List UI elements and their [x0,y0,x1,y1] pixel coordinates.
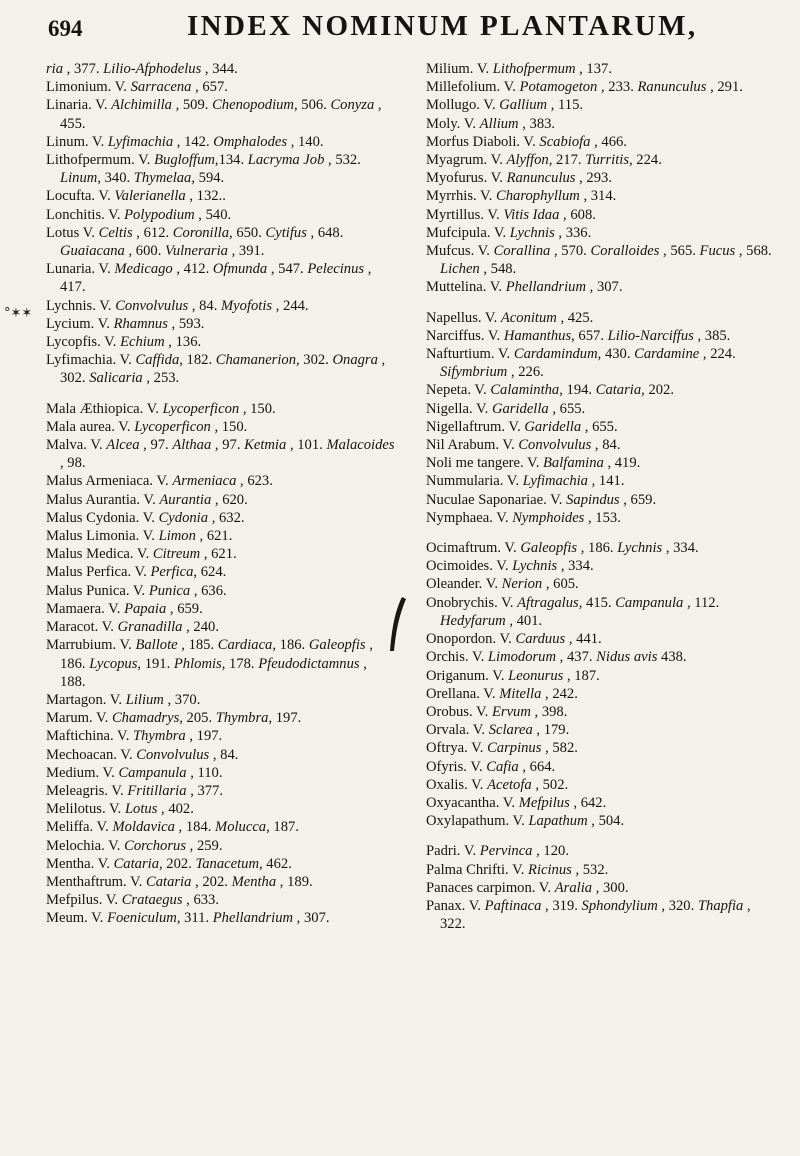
index-entry: Mefpilus. V. Crataegus , 633. [46,892,219,909]
cross-reference-name: Thymbra [215,710,269,727]
index-entry: Marum. V. Chamadrys, 205. Thymbra, 197. [46,710,302,727]
cross-reference-name: Convolvulus [136,746,210,763]
cross-reference-name: Ballote [135,637,178,654]
cross-reference-name: Cardiaca [217,637,273,654]
cross-reference-name: Corchorus [124,837,187,854]
index-entry: Melilotus. V. Lotus , 402. [46,801,194,818]
cross-reference-name: Galeopfis [308,637,366,654]
index-entry: Meum. V. Foeniculum, 311. Phellandrium , 307. [46,910,330,927]
cross-reference-name: Salicaria [89,370,143,387]
index-entry: Nepeta. V. Calamintha, 194. Cataria, 202. [426,382,674,399]
index-entry: Napellus. V. Aconitum , 425. [426,309,594,326]
cross-reference-name: Punica [148,582,191,599]
index-entry: Padri. V. Pervinca , 120. [426,843,569,860]
index-entry: Menthaftrum. V. Cataria , 202. Mentha , 189. [46,873,313,890]
index-entry: Meleagris. V. Fritillaria , 377. [46,782,224,799]
cross-reference-name: Lyfimachia [522,473,588,490]
cross-reference-name: Molucca [215,819,267,836]
index-entry: Maracot. V. Granadilla , 240. [46,619,219,636]
cross-reference-name: Chamadrys [111,710,180,727]
index-entry: Mala Æthiopica. V. Lycoperficon , 150. [46,400,276,417]
index-entry: Muttelina. V. Phellandrium , 307. [426,279,623,296]
cross-reference-name: Phlomis [173,655,222,672]
cross-reference-name: Cataria [146,873,192,890]
index-entry: Lotus V. Celtis , 612. Coronilla, 650. Cytifus , 648. Guaiacana , 600. Vulneraria , 391. [46,224,344,260]
index-entry: Origanum. V. Leonurus , 187. [426,667,600,684]
cross-reference-name: Cardamine [634,346,700,363]
cross-reference-name: Sphondylium [581,897,658,914]
cross-reference-name: Lotus [124,801,158,818]
index-entry: Nigellaftrum. V. Garidella , 655. [426,418,618,435]
cross-reference-name: Lychnis [512,558,558,575]
left-index-column [46,60,396,928]
index-entry: Myagrum. V. Alyffon, 217. Turritis, 224. [426,152,662,169]
cross-reference-name: Mefpilus [518,794,570,811]
index-entry: Malus Perfica. V. Perfica, 624. [46,564,227,581]
cross-reference-name: Linum [60,170,98,187]
cross-reference-name: Mitella [499,685,542,702]
cross-reference-name: Cataria [113,855,159,872]
cross-reference-name: Rhamnus [113,315,168,332]
index-entry: Malva. V. Alcea , 97. Althaa , 97. Ketmia , 101. Malacoides , 98. [46,437,395,472]
cross-reference-name: Phellandrium [505,279,586,296]
cross-reference-name: Fucus [699,243,736,260]
cross-reference-name: Convolvulus [518,437,592,454]
index-entry: Lyfimachia. V. Caffida, 182. Chamanerion, 302. Onagra , 302. Salicaria , 253. [46,352,386,387]
cross-reference-name: Alchimilla [111,97,172,114]
cross-reference-name: Foeniculum [107,910,177,927]
index-entry: Lychnis. V. Convolvulus , 84. Myofotis , 244. [46,297,309,314]
index-entry: Oftrya. V. Carpinus , 582. [426,740,578,757]
cross-reference-name: Aurantia [159,491,212,508]
cross-reference-name: Lychnis [509,224,555,241]
index-entry: Mufcus. V. Corallina , 570. Coralloides , 565. Fucus , 568. Lichen , 548. [426,243,772,278]
cross-reference-name: Granadilla [117,619,183,636]
index-entry: Ocimaftrum. V. Galeopfis , 186. Lychnis , 334. [426,540,699,557]
cross-reference-name: Pelecinus [307,261,365,278]
cross-reference-name: Lycoperficon [162,400,240,417]
cross-reference-name: Allium [479,115,519,132]
index-entry: Milium. V. Lithofpermum , 137. [426,61,612,77]
index-entry: Malus Armeniaca. V. Armeniaca , 623. [46,473,273,490]
cross-reference-name: Aconitum [500,309,557,326]
index-entry: Martagon. V. Lilium , 370. [46,691,201,708]
index-entry: Ofyris. V. Cafia , 664. [426,758,556,775]
index-entry: Lithofpermum. V. Bugloffum,134. Lacryma Job , 532. Linum, 340. Thymelaa, 594. [46,152,361,187]
cross-reference-name: Mentha [231,873,277,890]
cross-reference-name: Valerianella [114,188,186,205]
cross-reference-name: Vulneraria [165,243,228,260]
cross-reference-name: Lilio-Afphodelus [103,61,202,77]
cross-reference-name: Scabiofa [539,133,591,150]
cross-reference-name: Calamintha [490,382,560,399]
index-entry: Oxylapathum. V. Lapathum , 504. [426,813,625,830]
index-entry: Mufcipula. V. Lychnis , 336. [426,224,592,241]
index-entry: Palma Chrifti. V. Ricinus , 532. [426,861,609,878]
cross-reference-name: Ricinus [528,861,572,878]
cross-reference-name: Campanula [615,594,684,611]
cross-reference-name: Thapfia [697,897,744,914]
cross-reference-name: Carduus [515,631,566,648]
index-entry: Maftichina. V. Thymbra , 197. [46,728,223,745]
cross-reference-name: Nidus avis [596,649,658,666]
index-entry: Mentha. V. Cataria, 202. Tanacetum, 462. [46,855,292,872]
index-entry: Marrubium. V. Ballote , 185. Cardiaca, 186. Galeopfis , 186. Lycopus, 191. Phlomis, 178. Pfeudodictamnus , 188. [46,637,373,690]
cross-reference-name: Leonurus [508,667,564,684]
cross-reference-name: Lacryma Job [247,152,325,169]
index-entry: Nafturtium. V. Cardamindum, 430. Cardamine , 224. Sifymbrium , 226. [426,346,736,381]
cross-reference-name: Tanacetum [195,855,259,872]
cross-reference-name: Garidella [524,418,582,435]
index-entry: Mamaera. V. Papaia , 659. [46,600,203,617]
cross-reference-name: Campanula [118,764,187,781]
right-index-column [426,60,776,933]
cross-reference-name: Thymbra [133,728,186,745]
cross-reference-name: Pervinca [479,843,533,860]
index-entry: Nymphaea. V. Nymphoides , 153. [426,509,621,526]
index-entry: Noli me tangere. V. Balfamina , 419. [426,455,641,472]
cross-reference-name: Sifymbrium [440,364,508,381]
cross-reference-name: Hedyfarum [440,612,506,629]
index-entry: Malus Punica. V. Punica , 636. [46,582,227,599]
index-entry: Malus Cydonia. V. Cydonia , 632. [46,509,245,526]
cross-reference-name: Paftinaca [484,897,542,914]
index-entry: Linaria. V. Alchimilla , 509. Chenopodium, 506. Conyza , 455. [46,97,382,132]
cross-reference-name: Aralia [554,879,593,896]
cross-reference-name: Malacoides [326,437,395,454]
cross-reference-name: Papaia [124,600,167,617]
index-entry: Linum. V. Lyfimachia , 142. Omphalodes , 140. [46,133,324,150]
index-entry: Onopordon. V. Carduus , 441. [426,631,602,648]
index-entry: Mechoacan. V. Convolvulus , 84. [46,746,239,763]
index-entry: Mollugo. V. Gallium , 115. [426,97,584,114]
index-entry: Nuculae Saponariae. V. Sapindus , 659. [426,491,657,508]
cross-reference-name: Sapindus [566,491,620,508]
cross-reference-name: Omphalodes [213,133,288,150]
cross-reference-name: Conyza [330,97,375,114]
index-entry: Orchis. V. Limodorum , 437. Nidus avis 438. [426,649,687,666]
cross-reference-name: Gallium [499,97,548,114]
index-entry: Nummularia. V. Lyfimachia , 141. [426,473,625,490]
cross-reference-name: Perfica [150,564,194,581]
cross-reference-name: Pfeudodictamnus [258,655,360,672]
cross-reference-name: Caffida [135,352,180,369]
cross-reference-name: Thymelaa [133,170,192,187]
cross-reference-name: Cytifus [265,224,307,241]
margin-mark: °✶✶ [4,306,33,321]
cross-reference-name: Lichen [440,261,480,278]
cross-reference-name: Turritis [585,152,629,169]
cross-reference-name: Polypodium [124,206,195,223]
cross-reference-name: Ketmia [244,437,287,454]
cross-reference-name: Lycoperficon [134,418,211,435]
cross-reference-name: Chamanerion [215,352,296,369]
cross-reference-name: Lychnis [617,540,663,557]
cross-reference-name: Vitis Idaa [503,206,560,223]
index-entry: Malus Medica. V. Citreum , 621. [46,546,237,563]
index-entry: ria , 377. Lilio-Afphodelus , 344. [46,61,238,77]
cross-reference-name: Coralloides [590,243,660,260]
cross-reference-name: Alyffon [506,152,549,169]
cross-reference-name: Lapathum [528,813,588,830]
cross-reference-name: Onagra [332,352,378,369]
cross-reference-name: Fritillaria [127,782,187,799]
cross-reference-name: Lilio-Narciffus [607,327,694,344]
cross-reference-name: Nymphoides [512,509,585,526]
cross-reference-name: Corallina [493,243,551,260]
index-entry: Malus Aurantia. V. Aurantia , 620. [46,491,248,508]
cross-reference-name: Cataria [595,382,642,399]
index-entry: Oxalis. V. Acetofa , 502. [426,776,569,793]
cross-reference-name: Lilium [125,691,164,708]
cross-reference-name: Galeopfis [520,540,578,557]
cross-reference-name: Lithofpermum [492,61,576,77]
cross-reference-name: Ranunculus [637,79,707,96]
cross-reference-name: Coronilla [172,224,230,241]
index-entry: Malus Limonia. V. Limon , 621. [46,528,233,545]
cross-reference-name: Armeniaca [172,473,237,490]
cross-reference-name: Nerion [501,576,543,593]
index-entry: Orobus. V. Ervum , 398. [426,703,568,720]
cross-reference-name: Alcea [106,437,140,454]
cross-reference-name: Lyfimachia [107,133,174,150]
index-entry: Ocimoides. V. Lychnis , 334. [426,558,594,575]
page-header [0,4,800,60]
index-entry: Lonchitis. V. Polypodium , 540. [46,206,232,223]
page-number: 694 [48,16,83,41]
cross-reference-name: Cardamindum [513,346,598,363]
running-title: INDEX NOMINUM PLANTARUM, [187,10,698,42]
cross-reference-name: Moldavica [112,819,175,836]
index-entry: Lunaria. V. Medicago , 412. Ofmunda , 547. Pelecinus , 417. [46,261,372,296]
cross-reference-name: Althaa [172,437,212,454]
cross-reference-name: Crataegus [121,892,183,909]
cross-reference-name: Garidella [491,400,549,417]
cross-reference-name: Sarracena [130,79,192,96]
cross-reference-name: Ervum [491,703,531,720]
cross-reference-name: Cydonia [158,509,209,526]
index-entry: Myrrhis. V. Charophyllum , 314. [426,188,617,205]
cross-reference-name: Sclarea [488,722,533,739]
index-entry: Melochia. V. Corchorus , 259. [46,837,223,854]
cross-reference-name: Cafia [486,758,519,775]
cross-reference-name: Lycopus [89,655,138,672]
index-entry: Nil Arabum. V. Convolvulus , 84. [426,437,621,454]
index-entry: Myofurus. V. Ranunculus , 293. [426,170,612,187]
index-entry: Oleander. V. Nerion , 605. [426,576,579,593]
index-entry: Panax. V. Paftinaca , 319. Sphondylium , 320. Thapfia , 322. [426,897,751,933]
index-entry: Millefolium. V. Potamogeton , 233. Ranunculus , 291. [426,79,743,96]
cross-reference-name: Ranunculus [506,170,576,187]
cross-reference-name: Charophyllum [496,188,580,205]
cross-reference-name: Ofmunda [212,261,268,278]
cross-reference-name: Guaiacana [60,243,125,260]
cross-reference-name: Chenopodium [212,97,294,114]
index-entry: Meliffa. V. Moldavica , 184. Molucca, 187. [46,819,299,836]
cross-reference-name: Celtis [98,224,133,241]
index-entry: Lycium. V. Rhamnus , 593. [46,315,205,332]
cross-reference-name: Aftragalus [517,594,579,611]
cross-reference-name: ria [46,61,64,77]
index-entry: Oxyacantha. V. Mefpilus , 642. [426,794,607,811]
index-entry: Orellana. V. Mitella , 242. [426,685,578,702]
cross-reference-name: Hamanthus [503,327,572,344]
cross-reference-name: Acetofa [487,776,532,793]
cross-reference-name: Limodorum [487,649,557,666]
index-entry: Panaces carpimon. V. Aralia , 300. [426,879,629,896]
cross-reference-name: Carpinus [487,740,542,757]
cross-reference-name: Citreum [152,546,201,563]
index-entry: Medium. V. Campanula , 110. [46,764,223,781]
index-entry: Orvala. V. Sclarea , 179. [426,722,570,739]
index-entry: Moly. V. Allium , 383. [426,115,556,132]
cross-reference-name: Potamogeton [519,79,598,96]
index-entry: Limonium. V. Sarracena , 657. [46,79,228,96]
index-entry: Morfus Diaboli. V. Scabiofa , 466. [426,133,627,150]
index-entry: Lycopfis. V. Echium , 136. [46,334,202,351]
cross-reference-name: Medicago [114,261,173,278]
cross-reference-name: Limon [158,528,196,545]
cross-reference-name: Myofotis [221,297,273,314]
cross-reference-name: Balfamina [543,455,604,472]
index-entry: Mala aurea. V. Lycoperficon , 150. [46,418,248,435]
cross-reference-name: Convolvulus [115,297,189,314]
index-entry: Locufta. V. Valerianella , 132.. [46,188,226,205]
cross-reference-name: Phellandrium [212,910,294,927]
cross-reference-name: Echium [120,334,165,351]
index-entry: Narciffus. V. Hamanthus, 657. Lilio-Narciffus , 385. [426,327,731,344]
cross-reference-name: Bugloffum [154,152,215,169]
index-entry: Nigella. V. Garidella , 655. [426,400,586,417]
index-entry: Myrtillus. V. Vitis Idaa , 608. [426,206,596,223]
index-entry: Onobrychis. V. Aftragalus, 415. Campanula , 112. Hedyfarum , 401. [426,594,720,629]
